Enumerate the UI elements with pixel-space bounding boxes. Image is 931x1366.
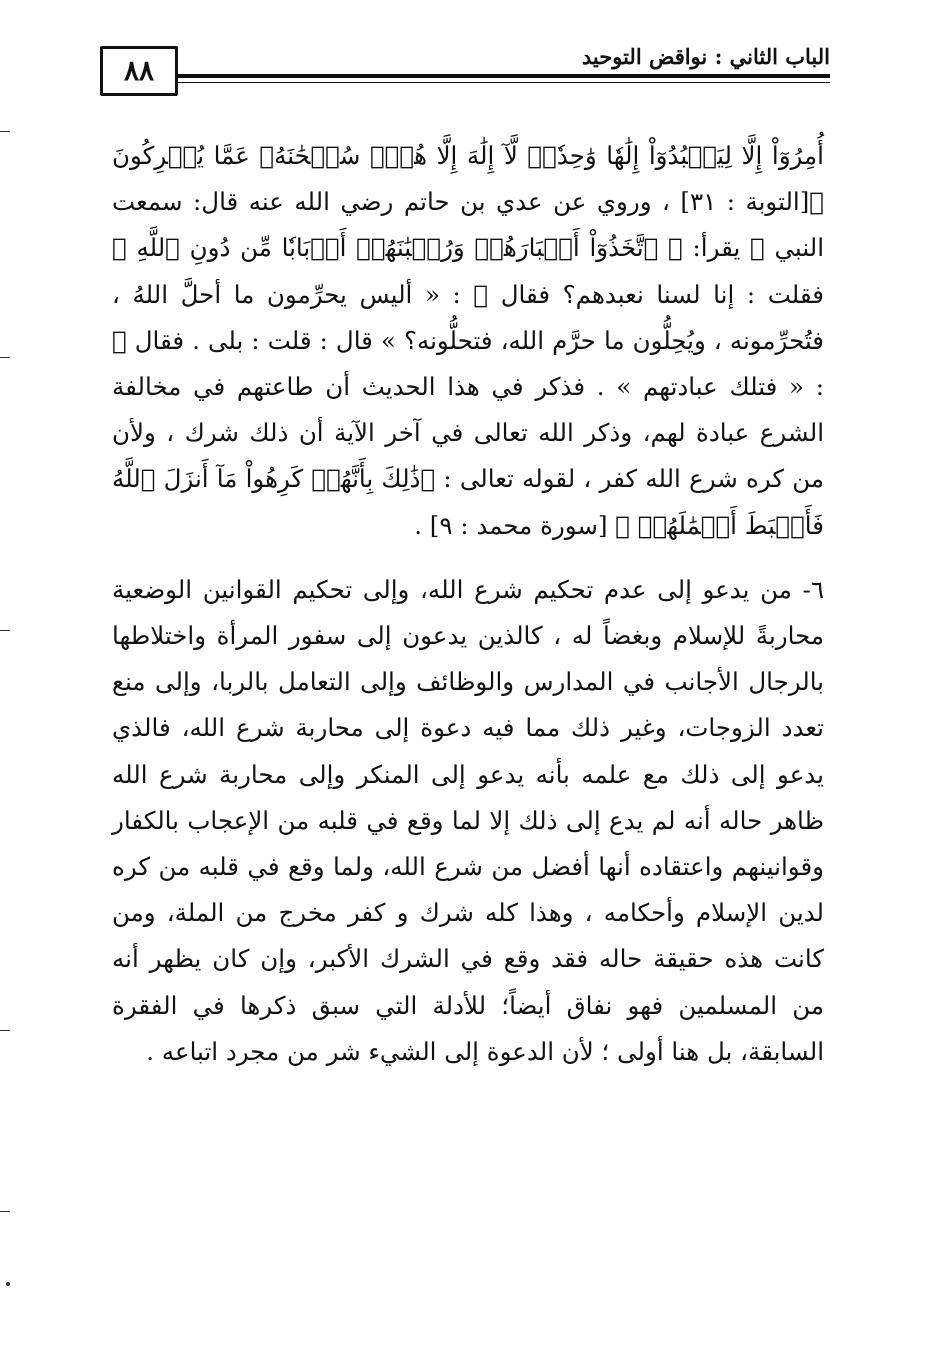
page-header (100, 38, 830, 98)
scan-mark (0, 357, 10, 358)
header-rule-thick (178, 74, 830, 78)
chapter-title: الباب الثاني : نواقض التوحيد (581, 44, 830, 69)
scan-mark (0, 131, 10, 132)
header-rule-thin (178, 82, 830, 83)
scan-mark (0, 1211, 10, 1212)
scan-dot (6, 1282, 10, 1286)
paragraph-2: ٦- من يدعو إلى عدم تحكيم شرع الله، وإلى تحكيم القوانين الوضعية محاربةً للإسلام وبغضاً له ، كالذين يدعون إلى سفور المرأة واختلاطها بالرجال الأجانب في المدارس والوظائف وإلى التعامل بالربا، وإلى منع تعدد الزوجات، وغير ذلك مما فيه دعوة إلى محاربة شرع الله، فالذي يدعو إلى ذلك مع علمه بأنه يدعو إلى المنكر وإلى محاربة شرع الله ظاهر حاله أنه لم يدع إلى ذلك إلا لما وقع في قلبه من الإعجاب بالكفار وقوانينهم واعتقاده أنها أفضل من شرع الله، ولما وقع في قلبه من كره لدين الإسلام وأحكامه ، وهذا كله شرك و كفر مخرج من الملة، ومن كانت هذه حقيقة حاله فقد وقع في الشرك الأكبر، وإن كان يظهر أنه من المسلمين فهو نفاق أيضاً؛ للأدلة التي سبق ذكرها في الفقرة السابقة، بل هنا أولى ؛ لأن الدعوة إلى الشيء شر من مجرد اتباعه . (112, 574, 824, 1066)
scan-mark (0, 1030, 10, 1031)
paragraph-1: أُمِرُوٓاْ إِلَّا لِيَعۡبُدُوٓاْ إِلَٰهٗا وَٰحِدٗاۖ لَّآ إِلَٰهَ إِلَّا هُوَۚ سُبۡحَٰنَهُۥ عَمَّا يُشۡرِكُونَ ﴾[التوبة : ٣١] ، وروي عن عدي بن حاتم رضي الله عنه قال: سمعت النبي ﷺ يقرأ: ﴿ ٱتَّخَذُوٓاْ أَحۡبَارَهُمۡ وَرُهۡبَٰنَهُمۡ أَرۡبَابٗا مِّن دُونِ ٱللَّهِ ﴾ فقلت : إنا لسنا نعبدهم؟ فقال ﷺ : « أليس يحرِّمون ما أحلَّ اللهُ ، فتُحرِّمونه ، ويُحِلُّون ما حرَّم الله، فتحلُّونه؟ » قال : قلت : بلى . فقال ﷺ : « فتلك عبادتهم » . فذكر في هذا الحديث أن طاعتهم في مخالفة الشرع عبادة لهم، وذكر الله تعالى في آخر الآية أن ذلك شرك ، ولأن من كره شرع الله كفر ، لقوله تعالى : ﴿ذَٰلِكَ بِأَنَّهُمۡ كَرِهُواْ مَآ أَنزَلَ ٱللَّهُ فَأَحۡبَطَ أَعۡمَٰلَهُمۡ ﴾ [سورة محمد : ٩] . (112, 141, 824, 540)
page-number: ٨٨ (100, 46, 178, 96)
scan-mark (0, 630, 10, 631)
page-body (112, 133, 824, 1075)
